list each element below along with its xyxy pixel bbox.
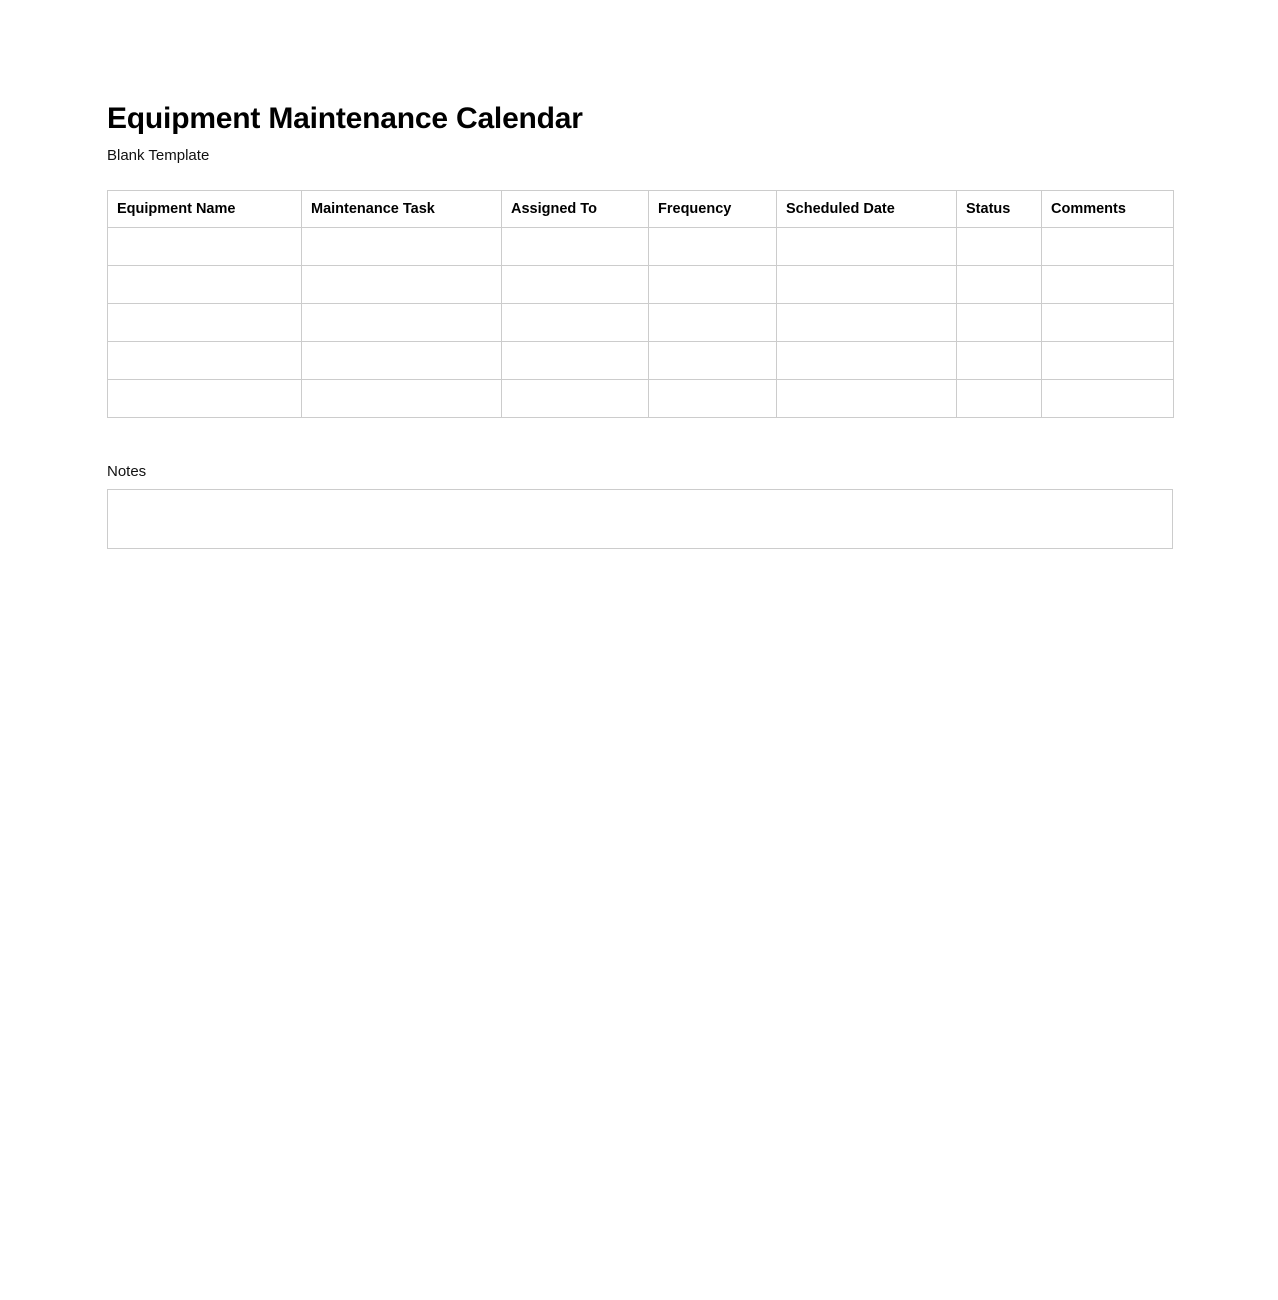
cell-scheduled-date[interactable]	[777, 228, 957, 266]
column-header-equipment-name: Equipment Name	[108, 191, 302, 228]
table-row	[108, 266, 1174, 304]
cell-status[interactable]	[957, 228, 1042, 266]
cell-equipment-name[interactable]	[108, 266, 302, 304]
notes-section	[107, 463, 1173, 549]
cell-scheduled-date[interactable]	[777, 304, 957, 342]
cell-maintenance-task[interactable]	[302, 266, 502, 304]
table-row	[108, 380, 1174, 418]
maintenance-schedule-table	[107, 190, 1174, 418]
table-header	[108, 191, 1174, 228]
table-header-row	[108, 191, 1174, 228]
cell-comments[interactable]	[1042, 228, 1174, 266]
column-header-comments: Comments	[1042, 191, 1174, 228]
cell-assigned-to[interactable]	[502, 304, 649, 342]
notes-label: Notes	[107, 463, 147, 480]
cell-maintenance-task[interactable]	[302, 304, 502, 342]
cell-scheduled-date[interactable]	[777, 266, 957, 304]
column-header-status: Status	[957, 191, 1042, 228]
document-content	[107, 100, 1173, 549]
cell-maintenance-task[interactable]	[302, 380, 502, 418]
cell-status[interactable]	[957, 304, 1042, 342]
cell-comments[interactable]	[1042, 342, 1174, 380]
column-header-maintenance-task: Maintenance Task	[302, 191, 502, 228]
table-row	[108, 342, 1174, 380]
cell-frequency[interactable]	[649, 304, 777, 342]
cell-assigned-to[interactable]	[502, 342, 649, 380]
cell-frequency[interactable]	[649, 342, 777, 380]
table-row	[108, 228, 1174, 266]
cell-frequency[interactable]	[649, 380, 777, 418]
cell-comments[interactable]	[1042, 380, 1174, 418]
cell-status[interactable]	[957, 380, 1042, 418]
cell-comments[interactable]	[1042, 304, 1174, 342]
cell-frequency[interactable]	[649, 228, 777, 266]
maintenance-table-wrapper	[107, 190, 1173, 418]
cell-frequency[interactable]	[649, 266, 777, 304]
cell-status[interactable]	[957, 342, 1042, 380]
cell-scheduled-date[interactable]	[777, 380, 957, 418]
cell-assigned-to[interactable]	[502, 380, 649, 418]
column-header-assigned-to: Assigned To	[502, 191, 649, 228]
cell-status[interactable]	[957, 266, 1042, 304]
column-header-scheduled-date: Scheduled Date	[777, 191, 957, 228]
cell-comments[interactable]	[1042, 266, 1174, 304]
cell-assigned-to[interactable]	[502, 266, 649, 304]
cell-equipment-name[interactable]	[108, 380, 302, 418]
cell-scheduled-date[interactable]	[777, 342, 957, 380]
notes-input[interactable]	[107, 489, 1173, 549]
cell-maintenance-task[interactable]	[302, 342, 502, 380]
cell-equipment-name[interactable]	[108, 304, 302, 342]
cell-maintenance-task[interactable]	[302, 228, 502, 266]
column-header-frequency: Frequency	[649, 191, 777, 228]
table-body	[108, 228, 1174, 418]
cell-assigned-to[interactable]	[502, 228, 649, 266]
cell-equipment-name[interactable]	[108, 228, 302, 266]
page-subtitle: Blank Template	[107, 147, 210, 164]
cell-equipment-name[interactable]	[108, 342, 302, 380]
table-row	[108, 304, 1174, 342]
page-title: Equipment Maintenance Calendar	[107, 102, 583, 135]
